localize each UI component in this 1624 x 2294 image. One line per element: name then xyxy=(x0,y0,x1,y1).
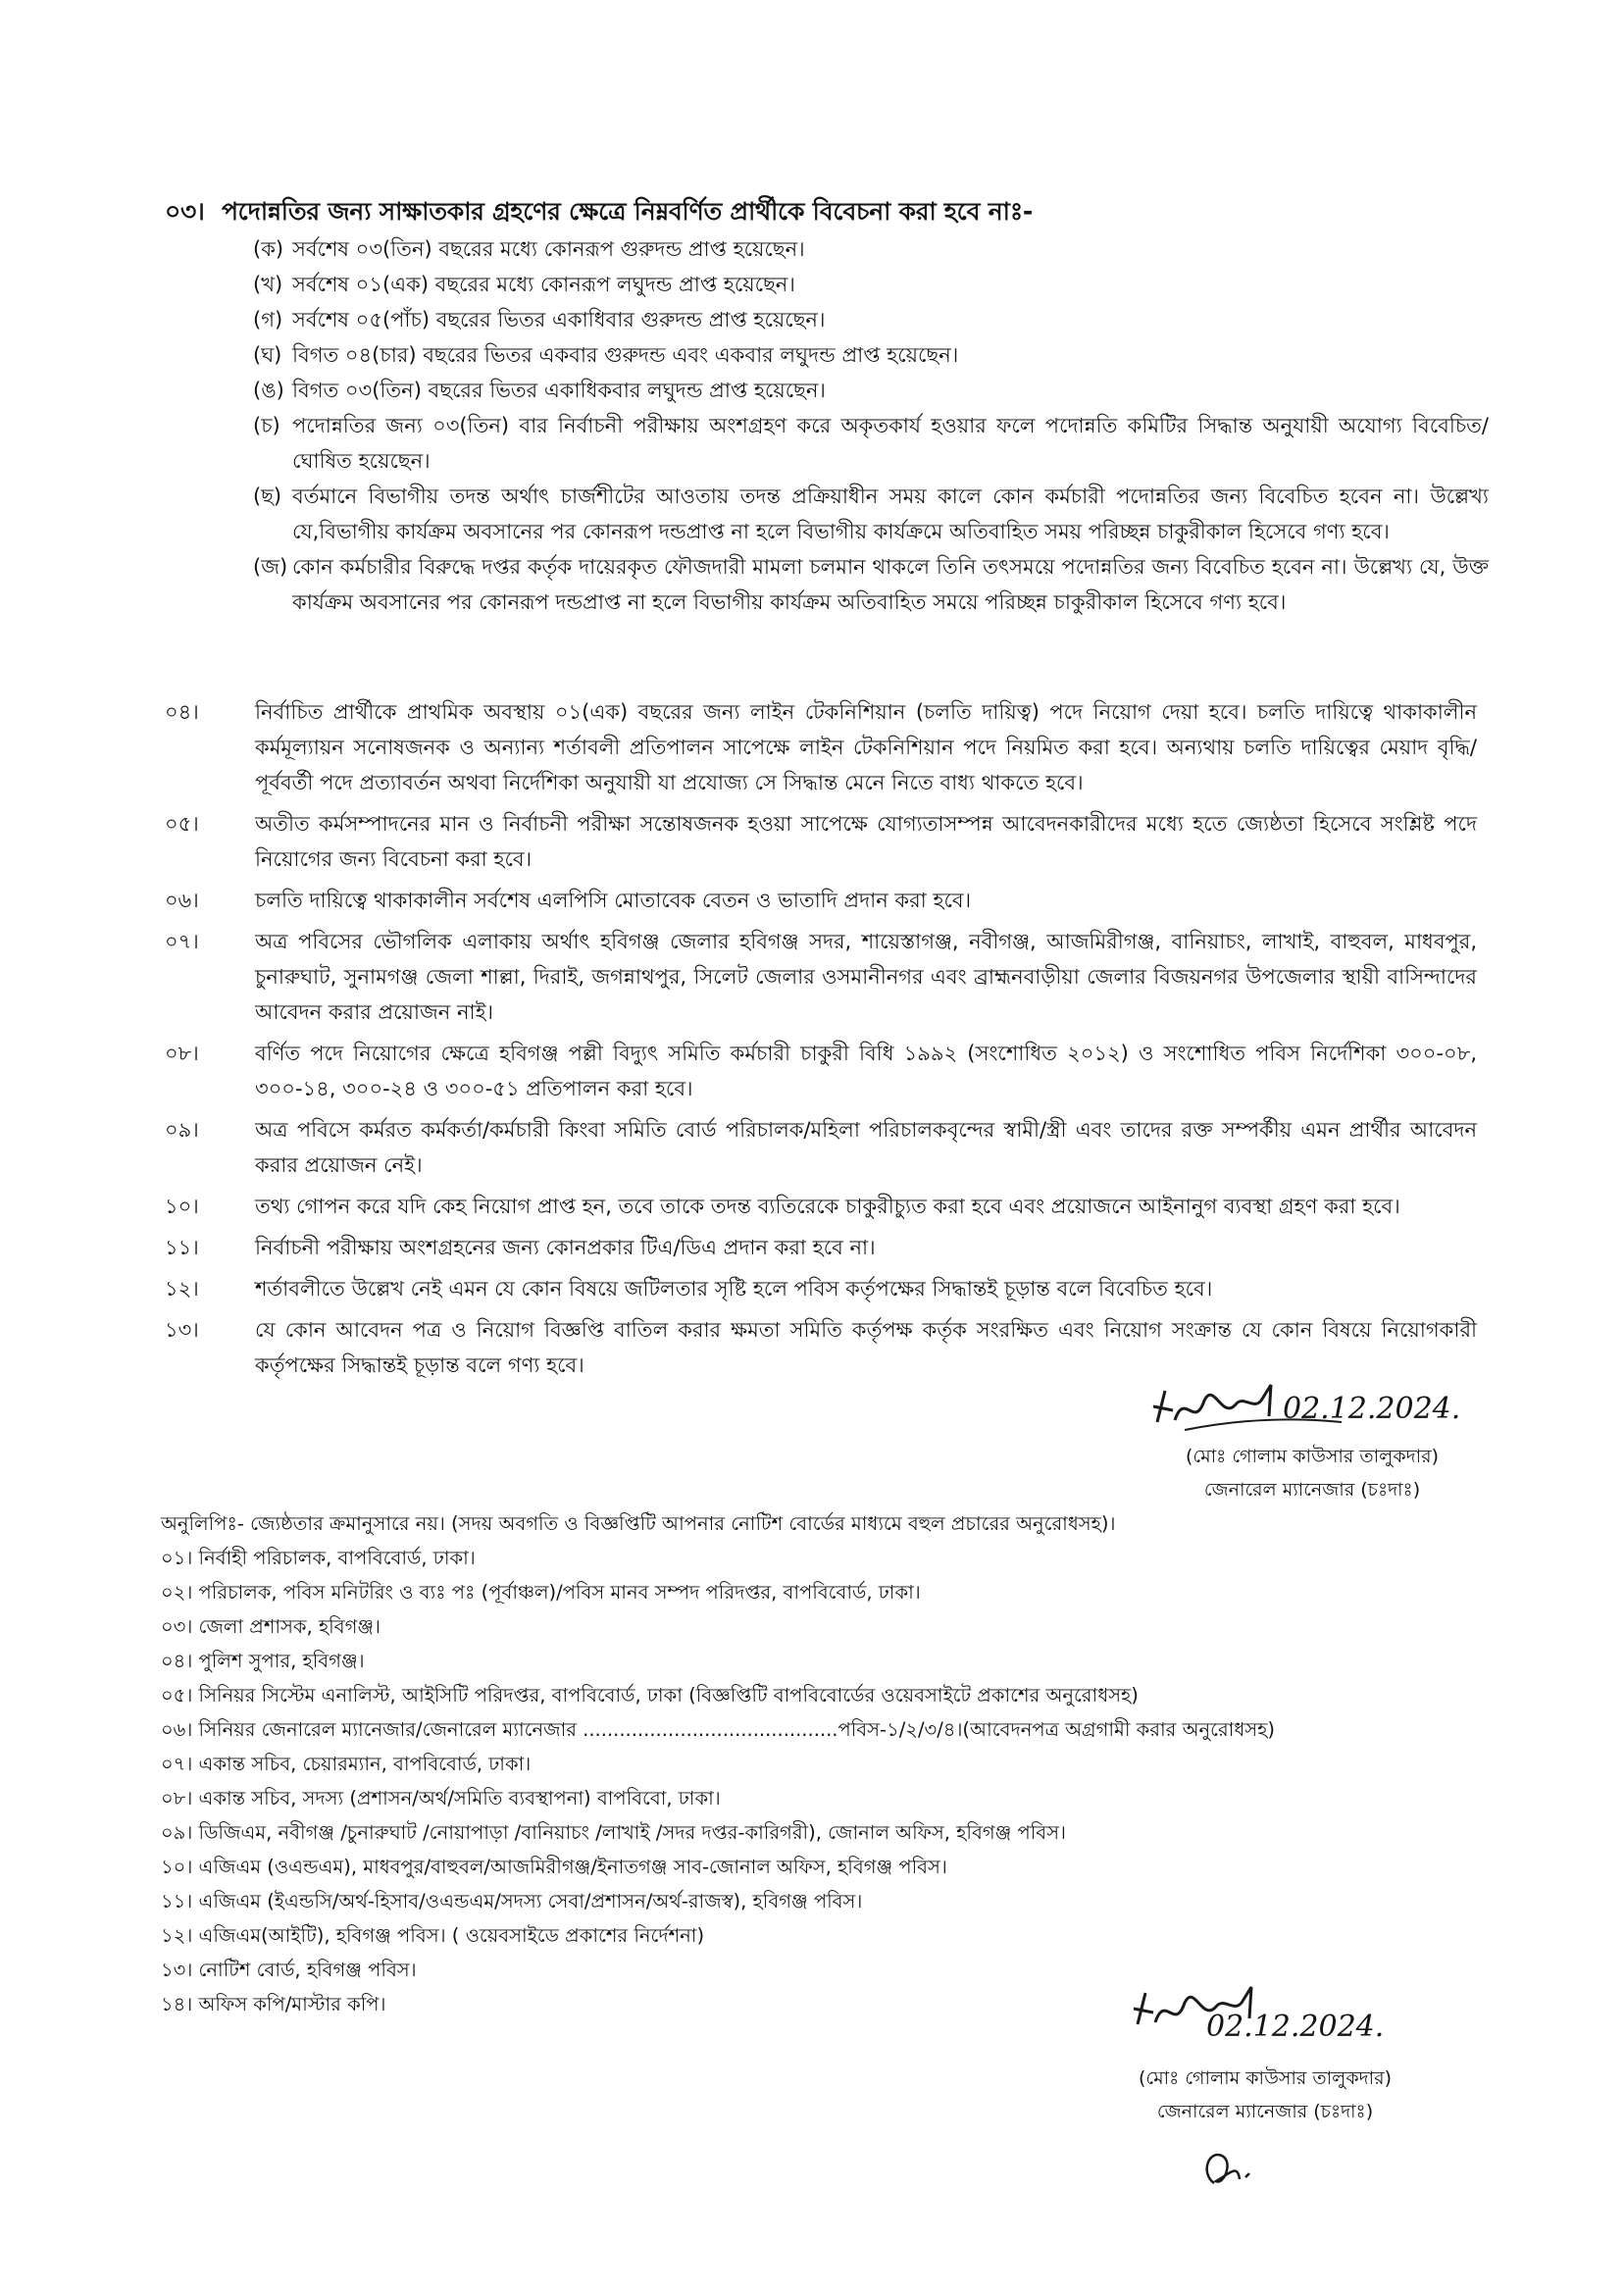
disqualification-list xyxy=(253,231,1489,620)
item-text: বিগত ০৪(চার) বছরের ভিতর একবার গুরুদন্ড এবং একবার লঘুদন্ড প্রাপ্ত হয়েছেন। xyxy=(292,343,959,367)
signatory-designation: জেনারেল ম্যানেজার (চঃদাঃ) xyxy=(1156,2101,1374,2122)
condition-item xyxy=(165,1230,1477,1265)
condition-item xyxy=(165,924,1477,1030)
item-mark: (খ) xyxy=(253,273,283,296)
list-item xyxy=(253,337,1489,373)
condition-number: ০৫। xyxy=(165,812,199,836)
item-mark: (ক) xyxy=(253,237,284,261)
condition-text: অতীত কর্মসম্পাদনের মান ও নির্বাচনী পরীক্ষা সন্তোষজনক হওয়া সাপেক্ষে যোগ্যতাসম্পন্ন আবেদনকারীদের মধ্যে হতে জ্যেষ্ঠতা হিসেবে সংশ্লিষ্ট পদে নিয়োগের জন্য বিবেচনা করা হবে। xyxy=(255,812,1477,871)
condition-number: ১০। xyxy=(165,1195,199,1218)
condition-item xyxy=(165,883,1477,918)
item-mark: (চ) xyxy=(253,414,280,437)
list-item xyxy=(253,231,1489,267)
item-text: সর্বশেষ ০৩(তিন) বছরের মধ্যে কোনরূপ গুরুদন্ড প্রাপ্ত হয়েছেন। xyxy=(292,237,805,261)
condition-text: বর্ণিত পদে নিয়োগের ক্ষেত্রে হবিগঞ্জ পল্লী বিদ্যুৎ সমিতি কর্মচারী চাকুরী বিধি ১৯৯২ (সংশোধিত ২০১২) ও সংশোধিত পবিস নির্দেশিকা ৩০০-০৮, ৩০০-১৪, ৩০০-২৪ ও ৩০০-৫১ প্রতিপালন করা হবে। xyxy=(255,1042,1477,1100)
list-item xyxy=(253,479,1489,549)
signatory-name: (মোঃ গোলাম কাউসার তালুকদার) xyxy=(1138,2067,1392,2089)
condition-number: ০৬। xyxy=(165,889,199,912)
list-item: ০১। নির্বাহী পরিচালক, বাপবিবোর্ড, ঢাকা। xyxy=(161,1547,476,1569)
condition-number: ০৯। xyxy=(165,1118,199,1142)
signature-date: 02.12.2024. xyxy=(1283,1392,1461,1426)
condition-number: ১৩। xyxy=(165,1318,199,1342)
list-item xyxy=(253,302,1489,337)
item-mark: (গ) xyxy=(253,308,283,331)
list-item xyxy=(253,267,1489,302)
condition-text: তথ্য গোপন করে যদি কেহ নিয়োগ প্রাপ্ত হন, তবে তাকে তদন্ত ব্যতিরেকে চাকুরীচ্যুত করা হবে এবং প্রয়োজনে আইনানুগ ব্যবস্থা গ্রহণ করা হবে। xyxy=(255,1195,1400,1218)
list-item: ০২। পরিচালক, পবিস মনিটরিং ও ব্যঃ পঃ (পূর্বাঞ্চল)/পবিস মানব সম্পদ পরিদপ্তর, বাপবিবোর্ড, ঢাকা। xyxy=(161,1581,921,1604)
condition-number: ০৪। xyxy=(165,700,199,724)
list-item: ০৩। জেলা প্রশাসক, হবিগঞ্জ। xyxy=(161,1615,381,1638)
list-item: ১১। এজিএম (ইএন্ডসি/অর্থ-হিসাব/ওএন্ডএম/সদস্য সেবা/প্রশাসন/অর্থ-রাজস্ব), হবিগঞ্জ পবিস। xyxy=(161,1890,863,1912)
signature-block-2 xyxy=(1089,1967,1442,2128)
signature-date: 02.12.2024. xyxy=(1206,2010,1385,2044)
list-item: ০৭। একান্ত সচিব, চেয়ারম্যান, বাপবিবোর্ড, ঢাকা। xyxy=(161,1753,532,1775)
list-item: ১৩। নোটিশ বোর্ড, হবিগঞ্জ পবিস। xyxy=(161,1959,417,1981)
conditions-list xyxy=(165,694,1477,1389)
copy-intro: অনুলিপিঃ- জ্যেষ্ঠতার ক্রমানুসারে নয়। (সদয় অবগতি ও বিজ্ঞপ্তিটি আপনার নোটিশ বোর্ডের মাধ্যমে বহুল প্রচারের অনুরোধসহ)। xyxy=(161,1512,1116,1535)
condition-number: ০৭। xyxy=(165,930,199,953)
handwritten-signature xyxy=(1089,1967,1442,2062)
list-item: ১২। এজিএম(আইটি), হবিগঞ্জ পবিস। ( ওয়েবসাইডে প্রকাশের নির্দেশনা) xyxy=(161,1924,705,1947)
condition-text: অত্র পবিসে কর্মরত কর্মকর্তা/কর্মচারী কিংবা সমিতি বোর্ড পরিচালক/মহিলা পরিচালকবৃন্দের স্বামী/স্ত্রী এবং তাদের রক্ত সম্পর্কীয় এমন প্রার্থীর আবেদন করার প্রয়োজন নেই। xyxy=(255,1118,1477,1177)
item-text: বিগত ০৩(তিন) বছরের ভিতর একাধিকবার লঘুদন্ড প্রাপ্ত হয়েছেন। xyxy=(292,379,826,402)
condition-number: ০৮। xyxy=(165,1042,199,1065)
item-text: পদোন্নতির জন্য ০৩(তিন) বার নির্বাচনী পরীক্ষায় অংশগ্রহণ করে অকৃতকার্য হওয়ার ফলে পদোন্নতি কমিটির সিদ্ধান্ত অনুযায়ী অযোগ্য বিবেচিত/ঘোষিত হয়েছেন। xyxy=(292,414,1489,473)
condition-text: চলতি দায়িত্বে থাকাকালীন সর্বশেষ এলপিসি মোতাবেক বেতন ও ভাতাদি প্রদান করা হবে। xyxy=(255,889,972,912)
section-heading-text: পদোন্নতির জন্য সাক্ষাতকার গ্রহণের ক্ষেত্রে নিম্নবর্ণিত প্রার্থীকে বিবেচনা করা হবে নাঃ- xyxy=(222,197,1033,226)
condition-text: শর্তাবলীতে উল্লেখ নেই এমন যে কোন বিষয়ে জটিলতার সৃষ্টি হলে পবিস কর্তৃপক্ষের সিদ্ধান্তই চূড়ান্ত বলে বিবেচিত হবে। xyxy=(255,1277,1213,1300)
condition-text: অত্র পবিসের ভৌগলিক এলাকায় অর্থাৎ হবিগঞ্জ জেলার হবিগঞ্জ সদর, শায়েস্তাগঞ্জ, নবীগঞ্জ, আজমিরীগঞ্জ, বানিয়াচং, লাখাই, বাহুবল, মাধবপুর, চুনারুঘাট, সুনামগঞ্জ জেলা শাল্লা, দিরাই, জগন্নাথপুর, সিলেট জেলার ওসমানীনগর এবং ব্রাহ্মনবাড়ীয়া জেলার বিজয়নগর উপজেলার স্থায়ী বাসিন্দাদের আবেদন করার প্রয়োজন নাই। xyxy=(255,930,1477,1024)
condition-number: ১২। xyxy=(165,1277,199,1300)
condition-item xyxy=(165,1036,1477,1106)
copy-distribution xyxy=(161,1506,1573,2021)
list-item xyxy=(253,408,1489,479)
list-item xyxy=(253,373,1489,408)
list-item: ০৬। সিনিয়র জেনারেল ম্যানেজার/জেনারেল ম্যানেজার ..........................................পবিস-১/২/৩/৪।(আবেদনপত্র অগ্রগামী করার অনুরোধসহ) xyxy=(161,1718,1275,1741)
list-item: ০৪। পুলিশ সুপার, হবিগঞ্জ। xyxy=(161,1650,365,1672)
item-mark: (জ) xyxy=(253,555,288,579)
list-item: ১০। এজিএম (ওএন্ডএম), মাধবপুর/বাহুবল/আজমিরীগঞ্জ/ইনাতগঞ্জ সাব-জোনাল অফিস, হবিগঞ্জ পবিস। xyxy=(161,1856,947,1878)
condition-item xyxy=(165,1189,1477,1224)
item-mark: (ঙ) xyxy=(253,379,284,402)
list-item: ০৫। সিনিয়র সিস্টেম এনালিস্ট, আইসিটি পরিদপ্তর, বাপবিবোর্ড, ঢাকা (বিজ্ঞপ্তিটি বাপবিবোর্ডের ওয়েবসাইটে প্রকাশের অনুরোধসহ) xyxy=(161,1684,1139,1707)
condition-item xyxy=(165,694,1477,800)
signature-block-1 xyxy=(1136,1371,1489,1506)
condition-text: যে কোন আবেদন পত্র ও নিয়োগ বিজ্ঞপ্তি বাতিল করার ক্ষমতা সমিতি কর্তৃপক্ষ কর্তৃক সংরক্ষিত এবং নিয়োগ সংক্রান্ত যে কোন বিষয়ে নিয়োগকারী কর্তৃপক্ষের সিদ্ধান্তই চূড়ান্ত বলে গণ্য হবে। xyxy=(255,1318,1477,1377)
condition-text: নির্বাচনী পরীক্ষায় অংশগ্রহনের জন্য কোনপ্রকার টিএ/ডিএ প্রদান করা হবে না। xyxy=(255,1236,876,1259)
condition-item xyxy=(165,1271,1477,1306)
list-item xyxy=(253,549,1489,620)
item-text: কোন কর্মচারীর বিরুদ্ধে দপ্তর কর্তৃক দায়েরকৃত ফৌজদারী মামলা চলমান থাকলে তিনি তৎসময়ে পদোন্নতির জন্য বিবেচিত হবেন না। উল্লেখ্য যে, উক্ত কার্যক্রম অবসানের পর কোনরূপ দন্ডপ্রাপ্ত না হলে বিভাগীয় কার্যক্রম অতিবাহিত সময়ে পরিচ্ছন্ন চাকুরীকাল হিসেবে গণ্য হবে। xyxy=(292,555,1489,614)
handwritten-signature xyxy=(1136,1371,1489,1440)
list-item: ০৮। একান্ত সচিব, সদস্য (প্রশাসন/অর্থ/সমিতি ব্যবস্থাপনা) বাপবিবো, ঢাকা। xyxy=(161,1787,721,1810)
section-number: ০৩। xyxy=(165,197,205,226)
item-mark: (ঘ) xyxy=(253,343,282,367)
condition-item xyxy=(165,1112,1477,1183)
item-text: সর্বশেষ ০৫(পাঁচ) বছরের ভিতর একাধিবার গুরুদন্ড প্রাপ্ত হয়েছেন। xyxy=(292,308,826,331)
signatory-designation: জেনারেল ম্যানেজার (চঃদাঃ) xyxy=(1203,1479,1421,1501)
signatory-name: (মোঃ গোলাম কাউসার তালুকদার) xyxy=(1185,1446,1439,1467)
condition-number: ১১। xyxy=(165,1236,199,1259)
condition-item xyxy=(165,806,1477,877)
section-heading xyxy=(165,192,1557,234)
initials-mark xyxy=(1194,2144,1273,2197)
list-item: ১৪। অফিস কপি/মাস্টার কপি। xyxy=(161,1993,386,2015)
item-text: সর্বশেষ ০১(এক) বছরের মধ্যে কোনরূপ লঘুদন্ড প্রাপ্ত হয়েছেন। xyxy=(292,273,795,296)
condition-text: নির্বাচিত প্রার্থীকে প্রাথমিক অবস্থায় ০১(এক) বছরের জন্য লাইন টেকনিশিয়ান (চলতি দায়িত্ব) পদে নিয়োগ দেয়া হবে। চলতি দায়িত্বে থাকাকালীন কর্মমূল্যায়ন সনোষজনক ও অন্যান্য শর্তাবলী প্রতিপালন সাপেক্ষে লাইন টেকনিশিয়ান পদে নিয়মিত করা হবে। অন্যথায় চলতি দায়িত্বের মেয়াদ বৃদ্ধি/পূর্ববর্তী পদে প্রত্যাবর্তন অথবা নির্দেশিকা অনুযায়ী যা প্রযোজ্য সে সিদ্ধান্ত মেনে নিতে বাধ্য থাকতে হবে। xyxy=(255,700,1477,794)
item-text: বর্তমানে বিভাগীয় তদন্ত অর্থাৎ চার্জশীটের আওতায় তদন্ত প্রক্রিয়াধীন সময় কালে কোন কর্মচারী পদোন্নতির জন্য বিবেচিত হবেন না। উল্লেখ্য যে,বিভাগীয় কার্যক্রম অবসানের পর কোনরূপ দন্ডপ্রাপ্ত না হলে বিভাগীয় কার্যক্রমে অতিবাহিত সময় পরিচ্ছন্ন চাকুরীকাল হিসেবে গণ্য হবে। xyxy=(292,484,1489,543)
item-mark: (ছ) xyxy=(253,484,282,508)
list-item: ০৯। ডিজিএম, নবীগঞ্জ /চুনারুঘাট /নোয়াপাড়া /বানিয়াচং /লাখাই /সদর দপ্তর-কারিগরী), জোনাল অফিস, হবিগঞ্জ পবিস। xyxy=(161,1821,1067,1844)
